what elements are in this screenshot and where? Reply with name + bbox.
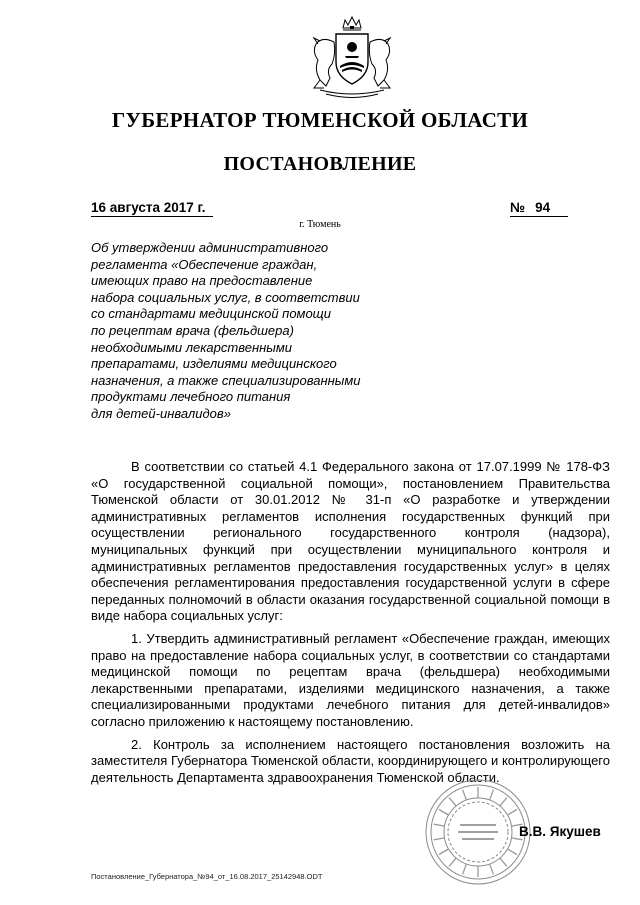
file-name-footer: Постановление_Губернатора_№94_от_16.08.2017_25142948.ODT <box>91 872 323 881</box>
signatory-name: В.В. Якушев <box>519 824 601 839</box>
document-type-heading: ПОСТАНОВЛЕНИЕ <box>223 153 417 175</box>
subject-line: необходимыми лекарственными <box>91 339 292 355</box>
clause-2-paragraph: 2. Контроль за исполнением настоящего постановления возложить на заместителя Губернатора Тюменской области, координирующего и контролирующего деятельность Департамента здравоохранения Тюменской области. <box>91 736 610 785</box>
document-number <box>510 200 568 217</box>
coat-of-arms-icon <box>296 14 408 100</box>
subject-line: регламента «Обеспечение граждан, <box>91 256 318 272</box>
subject-line: Об утверждении административного <box>91 240 329 255</box>
document-city: г. Тюмень <box>299 219 341 230</box>
page-title: ГУБЕРНАТОР ТЮМЕНСКОЙ ОБЛАСТИ <box>111 108 529 132</box>
subject-line: препаратами, изделиями медицинского <box>91 356 337 372</box>
document-body <box>91 459 610 786</box>
subject-line: назначения, а также специализированными <box>91 372 361 388</box>
preamble-paragraph: В соответствии со статьей 4.1 Федерального закона от 17.07.1999 № 178-ФЗ «О государственной социальной помощи», постановлением Правительства Тюменской области от 30.01.2012 № 31-п «О разработке и утверждении административных регламентов исполнения государственных функций при осуществлении регионального государственного контроля (надзора), муниципальных функций при осуществлении муниципального контроля и административных регламентов предоставления государственных услуг» в целях обеспечения регламентирования предоставления государственной услуги в сфере переданных полномочий в области оказания государственной социальной помощи в виде набора социальных услуг: <box>91 459 610 624</box>
document-date: 16 августа 2017 г. <box>91 200 213 217</box>
official-seal-icon <box>424 778 532 886</box>
subject-line: для детей-инвалидов» <box>91 405 231 421</box>
subject-line: по рецептам врача (фельдшера) <box>91 322 294 338</box>
clause-1-paragraph: 1. Утвердить административный регламент «Обеспечение граждан, имеющих право на предоставление набора социальных услуг, в соответствии со стандартами медицинской помощи по рецептам врача (фельдшера) необходимыми лекарственными препаратами, изделиями медицинского назначения, а также специализированными продуктами лечебного питания для детей-инвалидов» согласно приложению к настоящему постановлению. <box>91 630 610 729</box>
subject-line: имеющих право на предоставление <box>91 273 313 289</box>
subject-line: набора социальных услуг, в соответствии <box>91 289 360 305</box>
number-sign: № <box>510 200 526 215</box>
number-value: 94 <box>535 200 551 215</box>
document-subject <box>91 240 411 423</box>
subject-line: продуктами лечебного питания <box>91 389 291 405</box>
subject-line: со стандартами медицинской помощи <box>91 306 331 322</box>
